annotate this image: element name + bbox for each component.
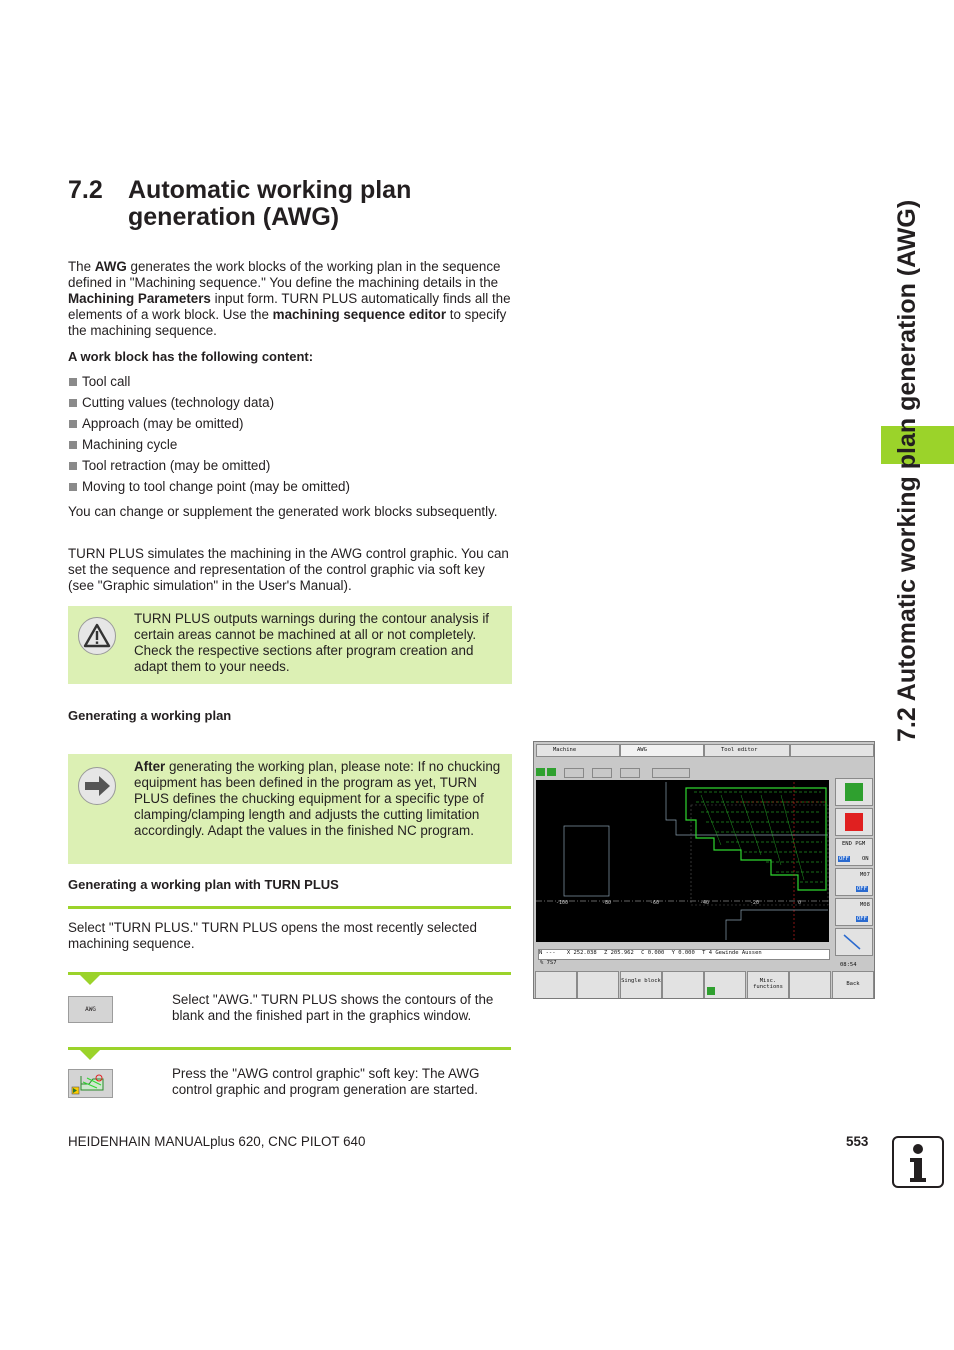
m08-toggle[interactable]: M08 OFF xyxy=(835,898,873,926)
tab-awg[interactable]: AWG xyxy=(620,744,704,757)
axis-tick-label: -20 xyxy=(750,900,760,906)
tab-tool-editor[interactable]: Tool editor xyxy=(704,744,790,757)
vkey-arrow-icon[interactable] xyxy=(835,928,873,956)
info-icon xyxy=(892,1136,944,1188)
step2-text: Select "AWG." TURN PLUS shows the contours of the blank and the finished part in the graphics window. xyxy=(172,992,494,1023)
list-item: Moving to tool change point (may be omitted) xyxy=(68,479,350,500)
heading-turnplus: Generating a working plan with TURN PLUS xyxy=(68,877,339,892)
step-arrow-icon xyxy=(80,1050,100,1061)
step-divider xyxy=(68,1047,511,1050)
m07-toggle[interactable]: M07 OFF xyxy=(835,868,873,896)
section-heading: Automatic working plan generation (AWG) xyxy=(128,176,412,231)
tab-empty[interactable] xyxy=(790,744,874,757)
list-item: Tool retraction (may be omitted) xyxy=(68,458,350,479)
grid-icon[interactable] xyxy=(592,768,612,778)
clock: 08:54 xyxy=(840,962,857,968)
play-icon[interactable] xyxy=(536,768,545,776)
list-item: Machining cycle xyxy=(68,437,350,458)
awg-softkey[interactable]: AWG xyxy=(68,996,113,1023)
work-block-list xyxy=(68,374,350,500)
awg-graphic-softkey[interactable] xyxy=(704,971,746,999)
axis-tick-label: -60 xyxy=(650,900,660,906)
vkey-green-icon[interactable] xyxy=(835,778,873,806)
axis-tick-label: -100 xyxy=(556,900,569,906)
heading-generating: Generating a working plan xyxy=(68,708,232,723)
page-number: 553 xyxy=(846,1134,869,1149)
softkey-empty[interactable] xyxy=(577,971,619,999)
single-block-softkey[interactable]: Single block xyxy=(620,971,662,999)
step3-text: Press the "AWG control graphic" soft key: The AWG control graphic and program generation are started. xyxy=(172,1066,480,1097)
tab-machine[interactable]: Machine xyxy=(536,744,620,757)
awg-control-graphic-softkey[interactable] xyxy=(68,1069,113,1098)
after-note xyxy=(68,754,512,864)
status-line: N --- X 252.038 Z 205.962 C 0.000 Y 0.000 T 4 Gewinde Aussen xyxy=(538,949,830,960)
arrow-right-icon xyxy=(78,767,116,805)
axis-tick-label: -40 xyxy=(700,900,710,906)
awg-graphic-window xyxy=(536,780,829,942)
softkey-empty[interactable] xyxy=(789,971,831,999)
play-icon[interactable] xyxy=(547,768,556,776)
after-note-text: After generating the working plan, please note: If no chucking equipment has been defined in the program as yet, TURN PLUS defines the chucking equipment for a specific type of clamping/clamping length and adjusts the cutting limitation accordingly. Adapt the values in the finished NC program. xyxy=(134,759,501,838)
turnplus-screenshot xyxy=(533,741,875,999)
graphic-softkey[interactable] xyxy=(662,971,704,999)
intro-paragraph: The AWG generates the work blocks of the working plan in the sequence defined in "Machining sequence." You define the machining details in the Machining Parameters input form. TURN PLUS automatically finds all the elements of a work block. Use the machining sequence editor to specify the machining sequence. xyxy=(68,259,511,338)
misc-functions-softkey[interactable]: Misc. functions xyxy=(747,971,789,999)
step1-text: Select "TURN PLUS." TURN PLUS opens the most recently selected machining sequence. xyxy=(68,920,477,951)
warning-note xyxy=(68,606,512,684)
awg-graphic-icon xyxy=(69,1070,112,1097)
softkey-empty[interactable] xyxy=(535,971,577,999)
step-arrow-icon xyxy=(80,975,100,986)
back-softkey[interactable]: Back xyxy=(832,971,874,999)
grid-icon[interactable] xyxy=(564,768,584,778)
step-divider xyxy=(68,972,511,975)
view-icon[interactable] xyxy=(652,768,690,778)
axis-tick-label: 0 xyxy=(798,900,802,906)
warning-icon xyxy=(78,617,116,655)
list-item: Approach (may be omitted) xyxy=(68,416,350,437)
feed-percent: % 7S7 xyxy=(540,960,557,966)
step-divider xyxy=(68,906,511,909)
paragraph-change: You can change or supplement the generated work blocks subsequently. xyxy=(68,504,498,519)
list-item: Cutting values (technology data) xyxy=(68,395,350,416)
work-block-heading: A work block has the following content: xyxy=(68,349,314,364)
paragraph-simulate: TURN PLUS simulates the machining in the AWG control graphic. You can set the sequence and representation of the control graphic via soft key (see "Graphic simulation" in the User's Manual). xyxy=(68,546,509,593)
list-item: Tool call xyxy=(68,374,350,395)
end-pgm-toggle[interactable]: END PGM OFF ON xyxy=(835,838,873,866)
warning-note-text: TURN PLUS outputs warnings during the contour analysis if certain areas cannot be machined at all or not completely. Check the respective sections after program creation and adapt them to your needs. xyxy=(134,611,490,674)
section-number: 7.2 xyxy=(68,176,103,204)
filter-icon[interactable] xyxy=(620,768,640,778)
axis-tick-label: -80 xyxy=(602,900,612,906)
footer-manual-title: HEIDENHAIN MANUALplus 620, CNC PILOT 640 xyxy=(68,1134,366,1149)
vkey-red-icon[interactable] xyxy=(835,808,873,836)
